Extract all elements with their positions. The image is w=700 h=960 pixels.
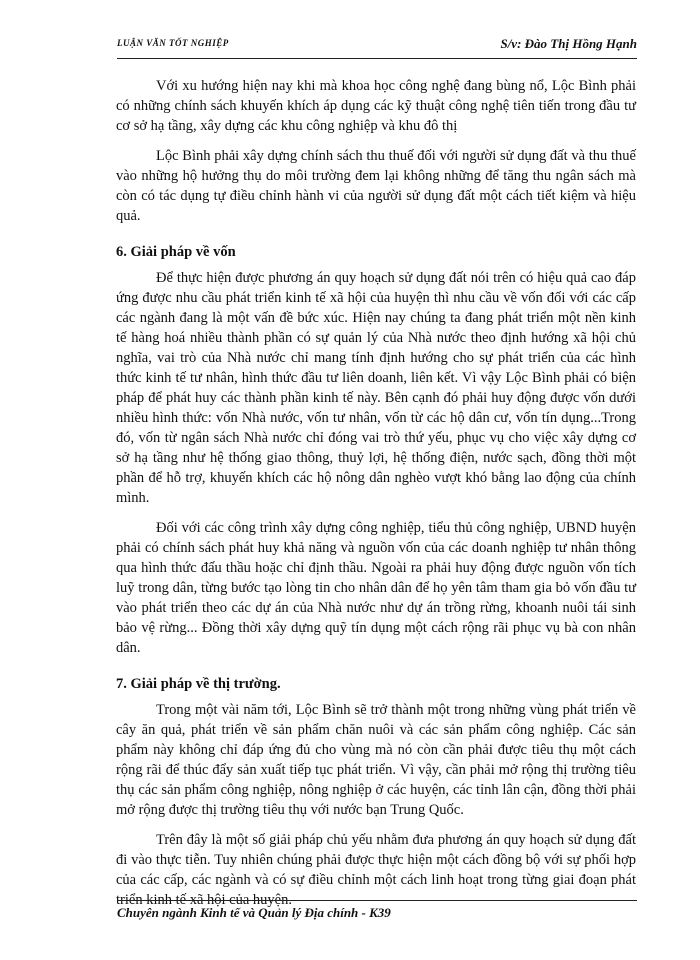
paragraph: Trong một vài năm tới, Lộc Bình sẽ trở thành một trong những vùng phát triển về cây ăn quả, phát triển về sản phẩm chăn nuôi và các sản phẩm công nghiệp. Các sản phẩm này không chỉ đáp ứng đủ cho vùng mà nó còn cần phải được tiêu thụ một cách rộng rãi để thúc đẩy sản xuất tiếp tục phát triển. Vì vậy, cần phải mở rộng thị trường tiêu thụ các sản phẩm công nghiệp, nông nghiệp ở các huyện, các tỉnh lân cận, đồng thời phải mở rộng được thị trường tiêu thụ với nước bạn Trung Quốc. [116, 702, 636, 818]
header-thesis-label: LUẬN VĂN TỐT NGHIỆP [117, 38, 229, 48]
page-footer [117, 900, 637, 921]
section-heading-market: 7. Giải pháp về thị trường. [116, 676, 281, 692]
paragraph: Trên đây là một số giải pháp chủ yếu nhằm đưa phương án quy hoạch sử dụng đất đi vào thực tiễn. Tuy nhiên chúng phải được thực hiện một cách đồng bộ với sự phối hợp của các cấp, các ngành và có sự điều chỉnh một cách linh hoạt trong từng giai đoạn phát triển kinh tế xã hội của huyện. [116, 832, 636, 908]
paragraph: Để thực hiện được phương án quy hoạch sử dụng đất nói trên có hiệu quả cao đáp ứng được nhu cầu phát triển kinh tế xã hội của huyện thì nhu cầu về vốn đối với các cấp các ngành đang là một vấn đề bức xúc. Hiện nay chúng ta đang phát triển một nền kinh tế hàng hoá nhiều thành phần có sự quản lý của Nhà nước theo định hướng xã hội chủ nghĩa, vai trò của Nhà nước chỉ mang tính định hướng cho sự phát triển của các hình thức kinh tế tư nhân, hình thức đầu tư liên doanh, liên kết. Vì vậy Lộc Bình phải có biện pháp để phát huy các thành phần kinh tế này. Bên cạnh đó phải huy động được vốn dưới nhiều hình thức: vốn Nhà nước, vốn tư nhân, vốn từ các hộ dân cư, vốn tín dụng...Trong đó, vốn từ ngân sách Nhà nước chỉ đóng vai trò thứ yếu, phục vụ cho việc xây dựng cơ sở hạ tầng như hệ thống giao thông, thuỷ lợi, hệ thống điện, nước sạch, đồng thời một phần để hỗ trợ, khuyến khích các hộ nông dân nghèo vượt khó bằng lao động của chính mình. [116, 270, 636, 506]
footer-department: Chuyên ngành Kinh tế và Quản lý Địa chính - K39 [117, 905, 391, 920]
document-body [116, 76, 636, 920]
page-header [117, 36, 637, 59]
header-student-name: S/v: Đào Thị Hồng Hạnh [500, 36, 637, 51]
paragraph: Với xu hướng hiện nay khi mà khoa học công nghệ đang bùng nổ, Lộc Bình phải có những chính sách khuyến khích áp dụng các kỹ thuật công nghệ tiên tiến trong đầu tư cơ sở hạ tầng, xây dựng các khu công nghiệp và khu đô thị [116, 78, 636, 134]
paragraph: Đối với các công trình xây dựng công nghiệp, tiểu thủ công nghiệp, UBND huyện phải có chính sách phát huy khả năng và nguồn vốn của các doanh nghiệp tư nhân thông qua hình thức đấu thầu hoặc chỉ định thầu. Ngoài ra phải huy động được nguồn vốn tích luỹ trong dân, từng bước tạo lòng tin cho nhân dân để họ yên tâm tham gia bỏ vốn đầu tư vào phát triển theo các dự án của Nhà nước như dự án trồng rừng, khoanh nuôi tái sinh bảo vệ rừng... Đồng thời xây dựng quỹ tín dụng một cách rộng rãi phục vụ bà con nhân dân. [116, 520, 636, 656]
paragraph: Lộc Bình phải xây dựng chính sách thu thuế đối với người sử dụng đất và thu thuế vào những hộ hưởng thụ do môi trường đem lại không những để tăng thu ngân sách mà còn có tác dụng tự điều chỉnh hành vi của người sử dụng đất một cách tiết kiệm và hiệu quả. [116, 148, 636, 224]
section-heading-capital: 6. Giải pháp về vốn [116, 244, 236, 260]
